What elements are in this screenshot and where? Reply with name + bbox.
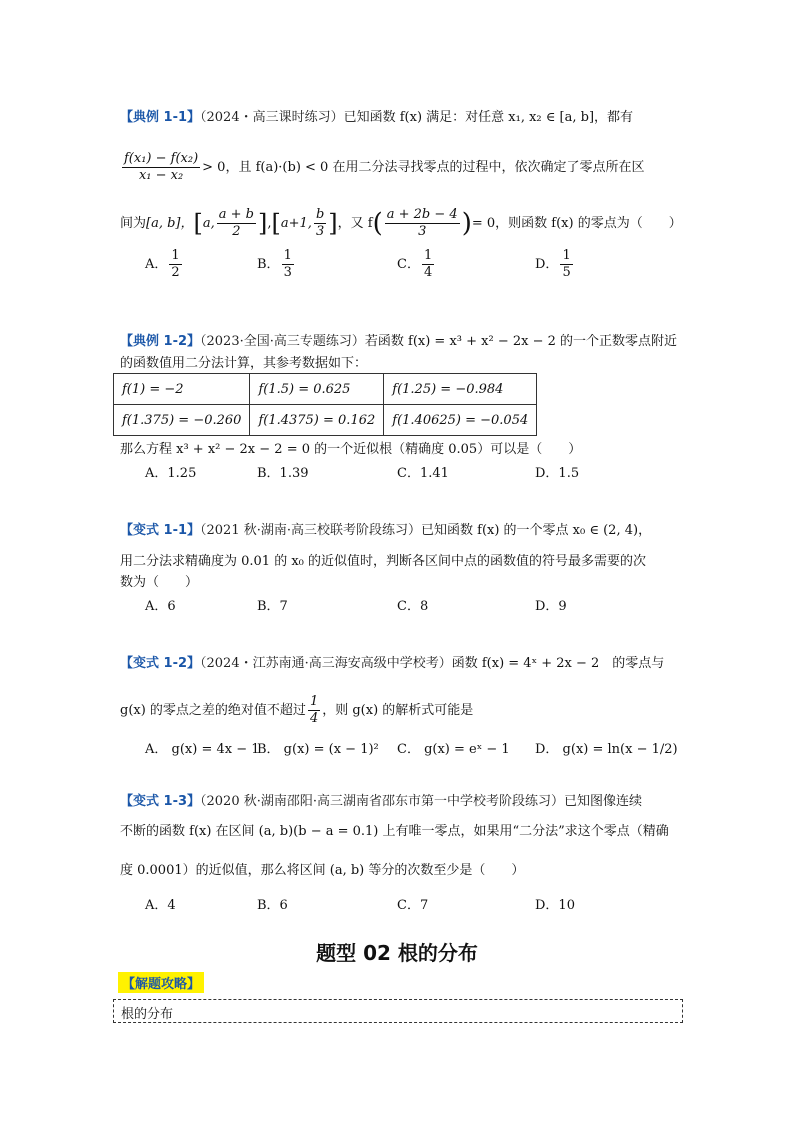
var13-option-b: B．6 — [257, 898, 288, 913]
ex12-line3: 那么方程 x³ + x² − 2x − 2 = 0 的一个近似根（精确度 0.05）可以是（ ） — [120, 442, 582, 457]
var11-line1 — [120, 522, 651, 540]
var12-line2: g(x) 的零点之差的绝对值不超过 $\frac{1}{4}$ ，则 g(x) 的解析式可能是 — [120, 694, 474, 726]
ex11-option-c: C． $\frac{1}{4}$ — [397, 248, 433, 280]
ex12-source: （2023·全国·高三专题练习） — [200, 334, 365, 349]
var13-text1: 已知图像连续 — [564, 794, 643, 809]
var12-option-a: A． g(x) = 4x − 1 — [145, 742, 260, 757]
ex11-tag: 【典例 1-1】 — [120, 110, 201, 125]
table-cell: f(1) = −2 — [114, 374, 250, 405]
ex12-text1: 若函数 f(x) = x³ + x² − 2x − 2 的一个正数零点附近 — [364, 334, 678, 349]
guide-box — [113, 999, 683, 1023]
guide-label: 【解题攻略】 — [118, 972, 204, 993]
var11-option-b: B．7 — [257, 599, 288, 614]
var11-source: （2021 秋·湖南·高三校联考阶段练习） — [200, 523, 421, 538]
var13-line1 — [120, 793, 642, 811]
ex11-frac-a2b4: $\frac{a + 2b - 4}{3}$ — [386, 207, 458, 239]
ex11-line2 — [120, 151, 644, 184]
ex11-option-d: D． $\frac{1}{5}$ — [535, 248, 571, 280]
ex12-tag: 【典例 1-2】 — [120, 334, 201, 349]
ex12-line1 — [120, 333, 677, 351]
var12-fraction: $\frac{1}{4}$ — [309, 694, 319, 726]
var11-line2: 用二分法求精确度为 0.01 的 x₀ 的近似值时，判断各区间中点的函数值的符号最多需要的次 — [120, 554, 647, 569]
var12-text1: 函数 f(x) = 4ˣ + 2x − 2 的零点与 — [451, 656, 665, 671]
table-cell: f(1.25) = −0.984 — [384, 374, 537, 405]
var12-option-b: B． g(x) = (x − 1)² — [257, 742, 379, 757]
var11-option-c: C．8 — [397, 599, 429, 614]
ex12-option-c: C．1.41 — [397, 466, 449, 481]
var11-tag: 【变式 1-1】 — [120, 523, 201, 538]
ex11-line3: 间为[a, b]，[a, $\frac{a + b}{2}$ ],[a+1, $\frac{b}{3}$ ]，又 f( $\frac{a + 2b - 4}{3}$ )= 0，则函数 f(x) 的零点为（ ） — [120, 207, 682, 239]
var13-line3: 度 0.0001）的近似值，那么将区间 (a, b) 等分的次数至少是（ ） — [120, 863, 525, 878]
ex12-option-d: D．1.5 — [535, 466, 580, 481]
ex11-option-a: A． $\frac{1}{2}$ — [145, 248, 180, 280]
ex11-text2: > 0，且 f(a)·(b) < 0 在用二分法寻找零点的过程中，依次确定了零点所在区 — [202, 160, 645, 175]
var12-option-d: D． g(x) = ln(x − 1/2) — [535, 742, 678, 757]
var13-tag: 【变式 1-3】 — [120, 794, 201, 809]
table-row — [114, 405, 537, 436]
var13-option-c: C．7 — [397, 898, 429, 913]
ex11-option-b: B． $\frac{1}{3}$ — [257, 248, 292, 280]
ex11-fraction: $\frac{\text{f(x₁) − f(x₂)}}{\text{x₁ − x₂}}$ — [124, 151, 199, 183]
var11-line3: 数为（ ） — [120, 575, 199, 590]
ex11-line1 — [120, 109, 633, 127]
section-heading: 题型 02 根的分布 — [316, 941, 478, 965]
ex11-frac-b3: $\frac{b}{3}$ — [315, 207, 325, 239]
table-cell: f(1.5) = 0.625 — [250, 374, 384, 405]
ex12-data-table — [113, 373, 537, 436]
ex11-frac-ab2: $\frac{a + b}{2}$ — [218, 207, 254, 239]
var12-source: （2024・江苏南通·高三海安高级中学校考） — [200, 656, 452, 671]
table-row — [114, 374, 537, 405]
table-cell: f(1.375) = −0.260 — [114, 405, 250, 436]
var12-tag: 【变式 1-2】 — [120, 656, 201, 671]
var13-option-a: A．4 — [145, 898, 176, 913]
var11-text1: 已知函数 f(x) 的一个零点 x₀ ∈ (2, 4)， — [421, 523, 652, 538]
table-cell: f(1.4375) = 0.162 — [250, 405, 384, 436]
ex11-text1: 已知函数 f(x) 满足：对任意 x₁, x₂ ∈ [a, b]，都有 — [343, 110, 634, 125]
var12-line1 — [120, 655, 664, 673]
guide-box-text: 根的分布 — [121, 1007, 174, 1022]
var12-option-c: C． g(x) = eˣ − 1 — [397, 742, 510, 757]
ex12-option-b: B．1.39 — [257, 466, 309, 481]
var11-option-a: A．6 — [145, 599, 176, 614]
var13-line2: 不断的函数 f(x) 在区间 (a, b)(b − a = 0.1) 上有唯一零点，如果用“二分法”求这个零点（精确 — [120, 824, 669, 839]
table-cell: f(1.40625) = −0.054 — [384, 405, 537, 436]
ex11-source: （2024・高三课时练习） — [200, 110, 344, 125]
var11-option-d: D．9 — [535, 599, 567, 614]
var13-option-d: D．10 — [535, 898, 575, 913]
var13-source: （2020 秋·湖南邵阳·高三湖南省邵东市第一中学校考阶段练习） — [200, 794, 564, 809]
ex12-line2: 的函数值用二分法计算，其参考数据如下： — [120, 356, 368, 371]
ex12-option-a: A．1.25 — [145, 466, 197, 481]
